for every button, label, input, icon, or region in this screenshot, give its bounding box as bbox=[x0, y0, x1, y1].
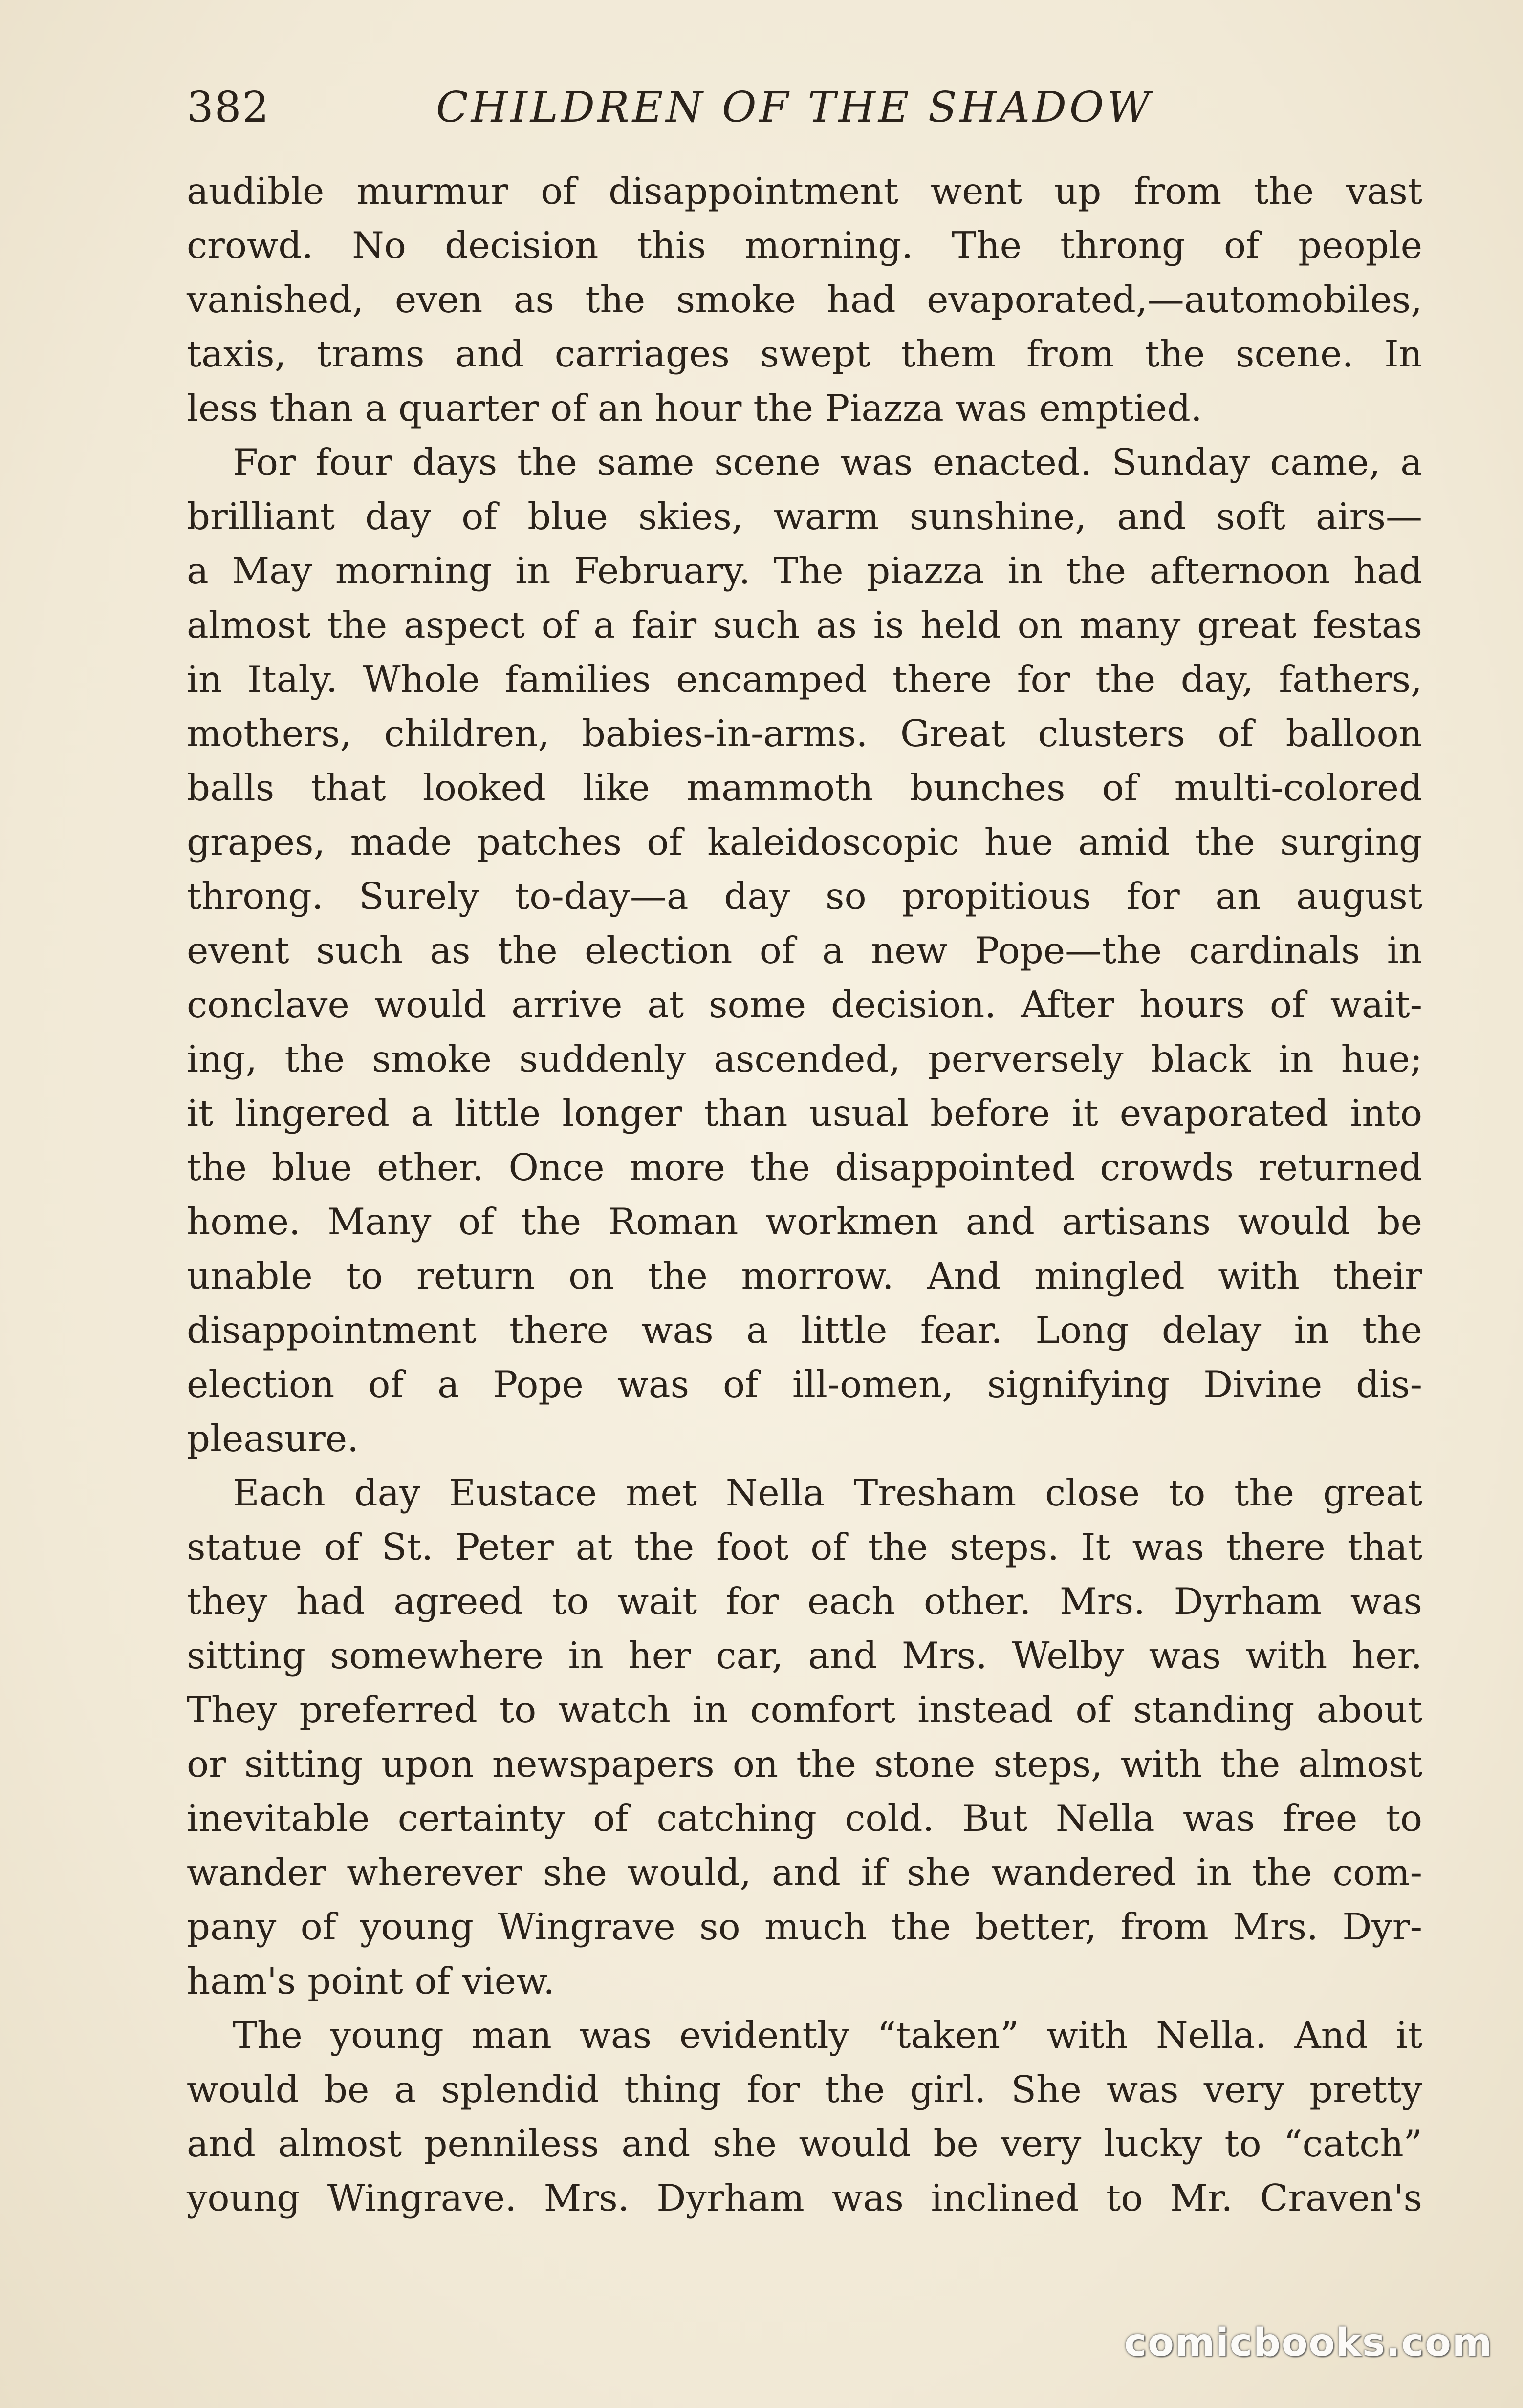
text-line: crowd. No decision this morning. The throng of people bbox=[187, 224, 1422, 267]
running-title: CHILDREN OF THE SHADOW bbox=[436, 83, 1153, 132]
running-head bbox=[187, 78, 1422, 137]
text-line: audible murmur of disappointment went up from the vast bbox=[187, 170, 1422, 213]
text-line: pleasure. bbox=[187, 1417, 359, 1460]
page-number: 382 bbox=[187, 83, 270, 132]
text-line: less than a quarter of an hour the Piazza was emptied. bbox=[187, 387, 1202, 430]
text-line: almost the aspect of a fair such as is held on many great festas bbox=[187, 603, 1422, 646]
text-line: and almost penniless and she would be very lucky to “catch” bbox=[187, 2122, 1422, 2165]
text-line: balls that looked like mammoth bunches of multi-colored bbox=[187, 766, 1422, 809]
text-line: they had agreed to wait for each other. Mrs. Dyrham was bbox=[187, 1580, 1422, 1623]
text-line: grapes, made patches of kaleidoscopic hue amid the surging bbox=[187, 820, 1422, 863]
text-line: inevitable certainty of catching cold. But Nella was free to bbox=[187, 1797, 1422, 1840]
text-line: vanished, even as the smoke had evaporated,—automobiles, bbox=[187, 278, 1422, 321]
body-text bbox=[187, 164, 1422, 2225]
text-line: mothers, children, babies-in-arms. Great clusters of balloon bbox=[187, 712, 1422, 755]
text-line: throng. Surely to-day—a day so propitious for an august bbox=[187, 875, 1422, 918]
text-line: the blue ether. Once more the disappointed crowds returned bbox=[187, 1146, 1422, 1189]
text-line: wander wherever she would, and if she wandered in the com- bbox=[187, 1851, 1422, 1894]
text-line: ham's point of view. bbox=[187, 1959, 555, 2002]
text-line: sitting somewhere in her car, and Mrs. Welby was with her. bbox=[187, 1634, 1422, 1677]
text-line: The young man was evidently “taken” with Nella. And it bbox=[233, 2014, 1422, 2057]
text-line: conclave would arrive at some decision. After hours of wait- bbox=[187, 983, 1422, 1026]
text-line: election of a Pope was of ill-omen, signifying Divine dis- bbox=[187, 1363, 1422, 1406]
text-line: in Italy. Whole families encamped there for the day, fathers, bbox=[187, 658, 1422, 701]
text-line: disappointment there was a little fear. Long delay in the bbox=[187, 1309, 1422, 1352]
text-line: a May morning in February. The piazza in the afternoon had bbox=[187, 549, 1422, 592]
text-line: ing, the smoke suddenly ascended, perversely black in hue; bbox=[187, 1037, 1422, 1080]
text-line: taxis, trams and carriages swept them from the scene. In bbox=[187, 332, 1422, 375]
text-line: it lingered a little longer than usual before it evaporated into bbox=[187, 1092, 1422, 1135]
text-line: For four days the same scene was enacted. Sunday came, a bbox=[233, 441, 1422, 484]
text-line: They preferred to watch in comfort instead of standing about bbox=[187, 1688, 1422, 1731]
watermark: comicbooks.com bbox=[1124, 2321, 1493, 2365]
text-line: brilliant day of blue skies, warm sunshine, and soft airs— bbox=[187, 495, 1422, 538]
text-line: or sitting upon newspapers on the stone steps, with the almost bbox=[187, 1742, 1422, 1785]
text-line: unable to return on the morrow. And mingled with their bbox=[187, 1254, 1422, 1297]
text-line: Each day Eustace met Nella Tresham close to the great bbox=[233, 1471, 1422, 1514]
text-line: would be a splendid thing for the girl. She was very pretty bbox=[187, 2068, 1422, 2111]
text-line: young Wingrave. Mrs. Dyrham was inclined to Mr. Craven's bbox=[187, 2176, 1422, 2219]
text-line: pany of young Wingrave so much the better, from Mrs. Dyr- bbox=[187, 1905, 1422, 1948]
text-line: home. Many of the Roman workmen and artisans would be bbox=[187, 1200, 1422, 1243]
text-line: statue of St. Peter at the foot of the steps. It was there that bbox=[187, 1526, 1422, 1569]
text-line: event such as the election of a new Pope—the cardinals in bbox=[187, 929, 1422, 972]
